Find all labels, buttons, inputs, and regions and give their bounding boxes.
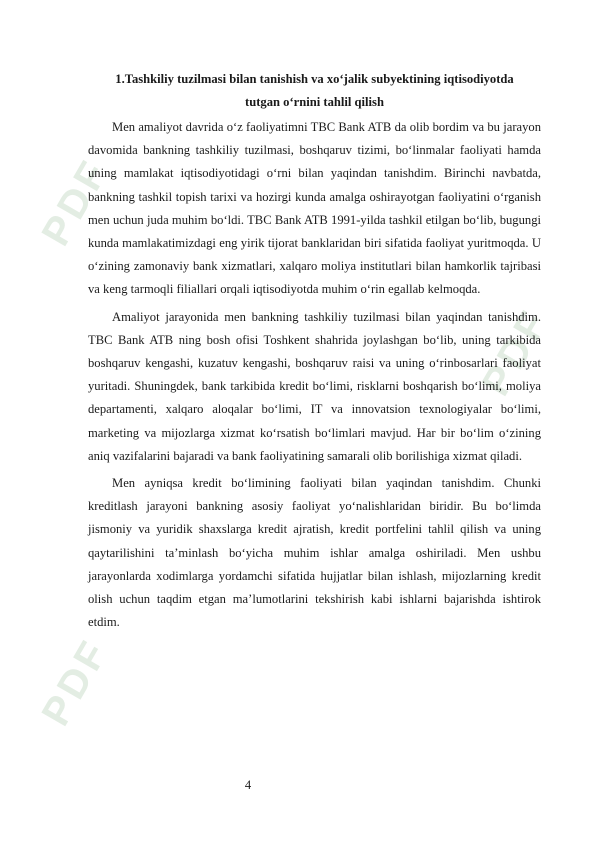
watermark: PDF: [33, 631, 118, 734]
section-heading: [88, 68, 541, 114]
paragraph-2: Amaliyot jarayonida men bankning tashkiliy tuzilmasi bilan yaqindan tanishdim. TBC Bank ATB ning bosh ofisi Toshkent shahrida joylashgan bo‘lib, uning tarkibida boshqaruv kengashi, kuzatuv kengashi, boshqaruv raisi va uning o‘rinbosarlari faoliyat yuritadi. Shuningdek, bank tarkibida kredit bo‘limi, risklarni boshqarish bo‘limi, moliya departamenti, xalqaro aloqalar bo‘limi, IT va innovatsion texnologiyalar bo‘limi, marketing va mijozlarga xizmat ko‘rsatish bo‘limlari mavjud. Har bir bo‘lim o‘zining aniq vazifalarini bajaradi va bank faoliyatining samarali olib borilishiga xizmat qiladi.: [88, 309, 541, 463]
page-number: 4: [244, 778, 252, 792]
section-heading-line-1: 1.Tashkiliy tuzilmasi bilan tanishish va xo‘jalik subyektining iqtisodiyotda: [115, 72, 514, 86]
page-content: [88, 68, 541, 638]
paragraph-3: Men ayniqsa kredit bo‘limining faoliyati bilan yaqindan tanishdim. Chunki kreditlash jarayoni bankning asosiy faoliyat yo‘nalishlaridan biridir. Bu bo‘limda jismoniy va yuridik shaxslarga kredit ajratish, kredit portfelini tahlil qilish va uning qaytarilishini ta’minlash bo‘yicha muhim ishlar amalga oshiriladi. Men ushbu jarayonlarda xodimlarga yordamchi sifatida hujjatlar bilan ishlash, mijozlarning kredit olish uchun taqdim etgan ma’lumotlarini tekshirish kabi ishlarni bajarishda ishtirok etdim.: [88, 476, 541, 630]
paragraph-1: Men amaliyot davrida o‘z faoliyatimni TBC Bank ATB da olib bordim va bu jarayon davomida bankning tashkiliy tuzilmasi, boshqaruv tizimi, bo‘linmalar faoliyati hamda uning mamlakat iqtisodiyotidagi o‘rni bilan yaqindan tanishdim. Birinchi navbatda, bankning tashkil topish tarixi va hozirgi kunda amalga oshirayotgan faoliyatini o‘rganish men uchun juda muhim bo‘ldi. TBC Bank ATB 1991-yilda tashkil etilgan bo‘lib, bugungi kunda mamlakatimizdagi eng yirik tijorat banklaridan biri sifatida faoliyat yuritmoqda. U o‘zining zamonaviy bank xizmatlari, xalqaro moliya institutlari bilan hamkorlik tajribasi va keng tarmoqli filiallari orqali iqtisodiyotda muhim o‘rin egallab kelmoqda.: [88, 120, 541, 297]
watermark: PDF: [473, 301, 558, 404]
section-heading-line-2: tutgan o‘rnini tahlil qilish: [245, 95, 384, 109]
watermark: PDF: [33, 151, 118, 254]
